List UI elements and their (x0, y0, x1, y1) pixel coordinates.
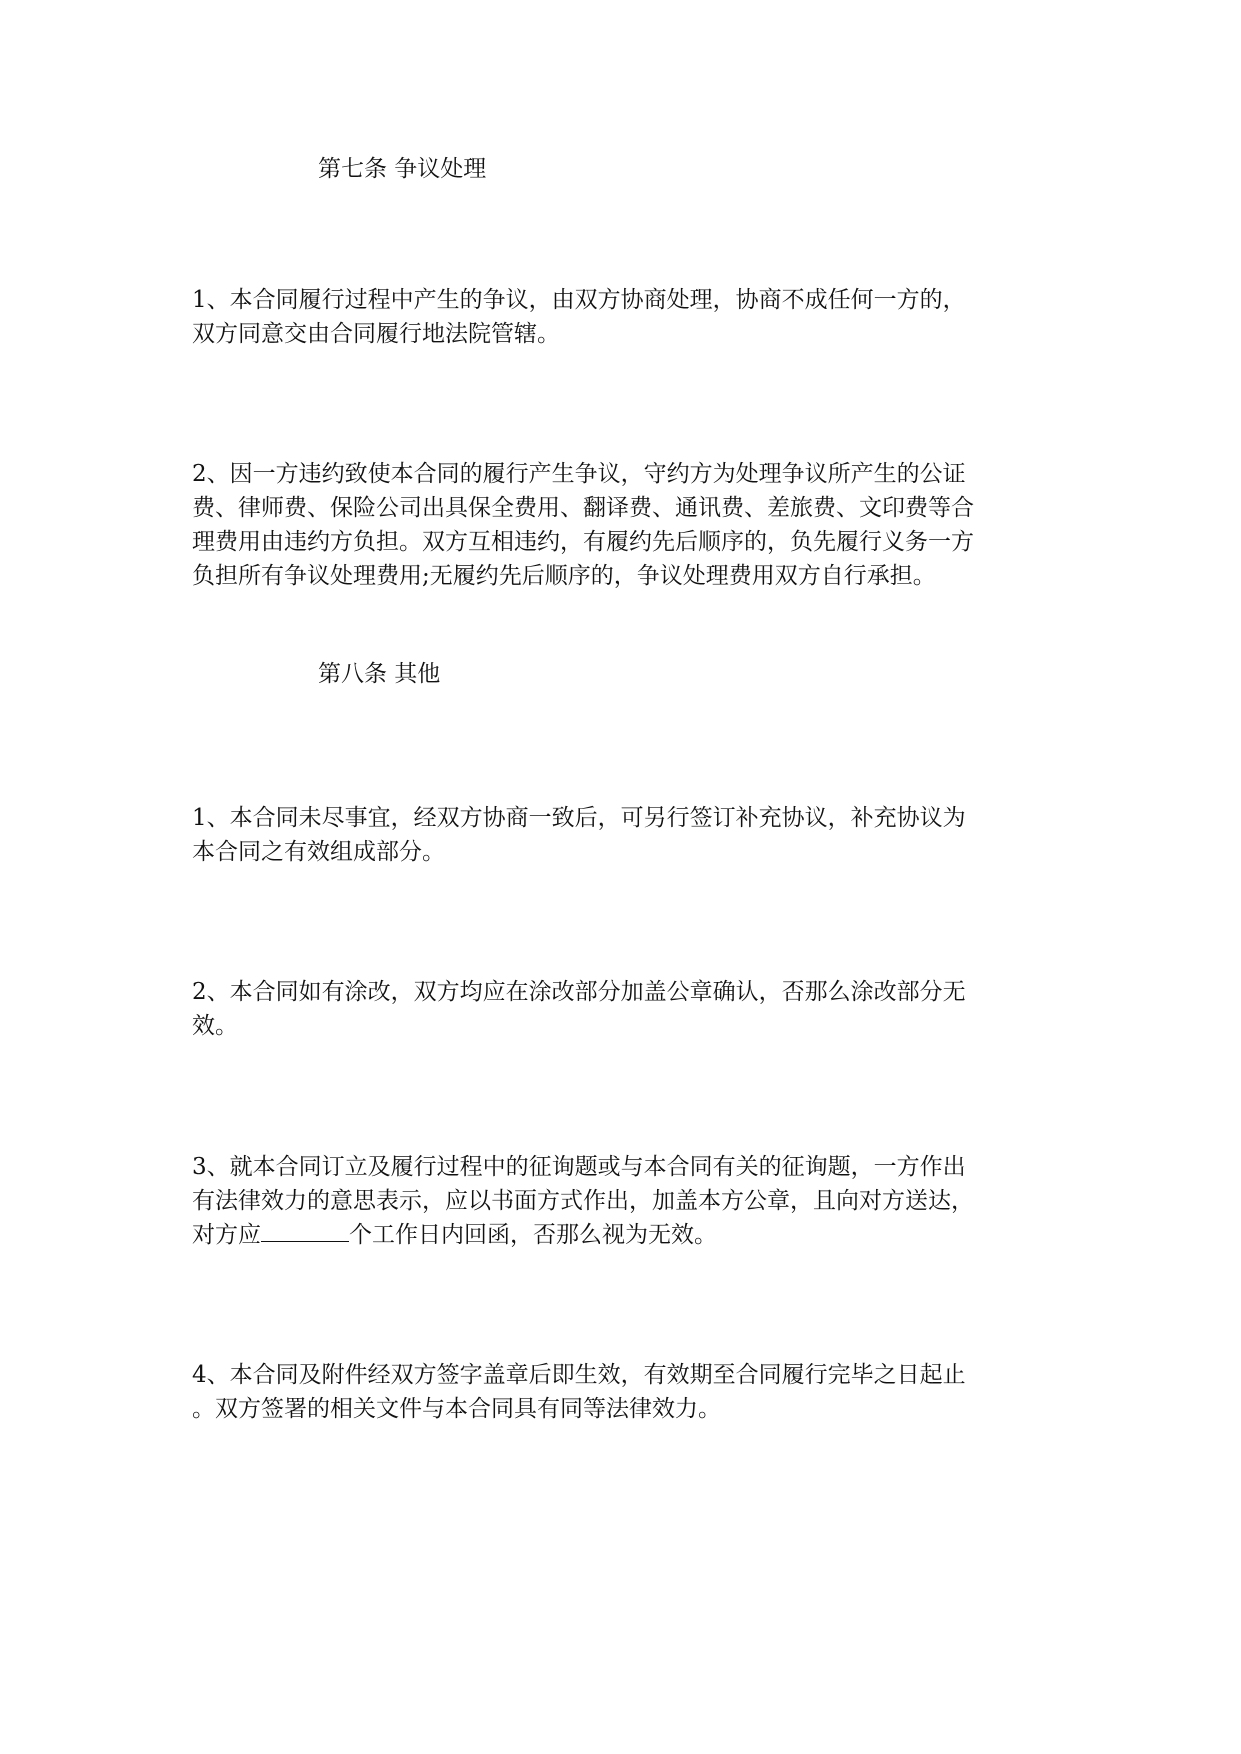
clause-text: 个工作日内回函，否那么视为无效。 (349, 1222, 717, 1248)
article-8-clause-1 (192, 801, 1052, 869)
clause-line: 3、就本合同订立及履行过程中的征询题或与本合同有关的征询题，一方作出 (192, 1154, 966, 1180)
article-8-clause-4 (192, 1358, 1052, 1426)
clause-line: 4、本合同及附件经双方签字盖章后即生效，有效期至合同履行完毕之日起止 (192, 1362, 966, 1388)
clause-line: 效。 (192, 1013, 238, 1039)
clause-line: 2、因一方违约致使本合同的履行产生争议，守约方为处理争议所产生的公证 (192, 461, 966, 487)
clause-line: 。双方签署的相关文件与本合同具有同等法律效力。 (192, 1396, 721, 1422)
article-8-clause-2 (192, 975, 1052, 1043)
clause-line: 理费用由违约方负担。双方互相违约，有履约先后顺序的，负先履行义务一方 (192, 529, 974, 555)
clause-line: 2、本合同如有涂改，双方均应在涂改部分加盖公章确认，否那么涂改部分无 (192, 979, 966, 1005)
article-7-clause-1 (192, 283, 1052, 351)
clause-line: 有法律效力的意思表示，应以书面方式作出，加盖本方公章，且向对方送达， (192, 1188, 974, 1214)
article-7-clause-2 (192, 457, 1052, 593)
clause-line: 负担所有争议处理费用;无履约先后顺序的，争议处理费用双方自行承担。 (192, 563, 936, 589)
clause-text: 对方应 (192, 1222, 261, 1248)
article-7-heading: 第七条 争议处理 (318, 156, 487, 182)
clause-line-with-blank (192, 1218, 1052, 1252)
clause-line: 1、本合同未尽事宜，经双方协商一致后，可另行签订补充协议，补充协议为 (192, 805, 966, 831)
clause-line: 本合同之有效组成部分。 (192, 839, 445, 865)
clause-line: 1、本合同履行过程中产生的争议，由双方协商处理，协商不成任何一方的， (192, 287, 966, 313)
fill-in-blank (261, 1219, 349, 1242)
article-8-heading: 第八条 其他 (318, 661, 441, 687)
clause-line: 双方同意交由合同履行地法院管辖。 (192, 321, 560, 347)
article-8-clause-3 (192, 1150, 1052, 1252)
clause-line: 费、律师费、保险公司出具保全费用、翻译费、通讯费、差旅费、文印费等合 (192, 495, 974, 521)
